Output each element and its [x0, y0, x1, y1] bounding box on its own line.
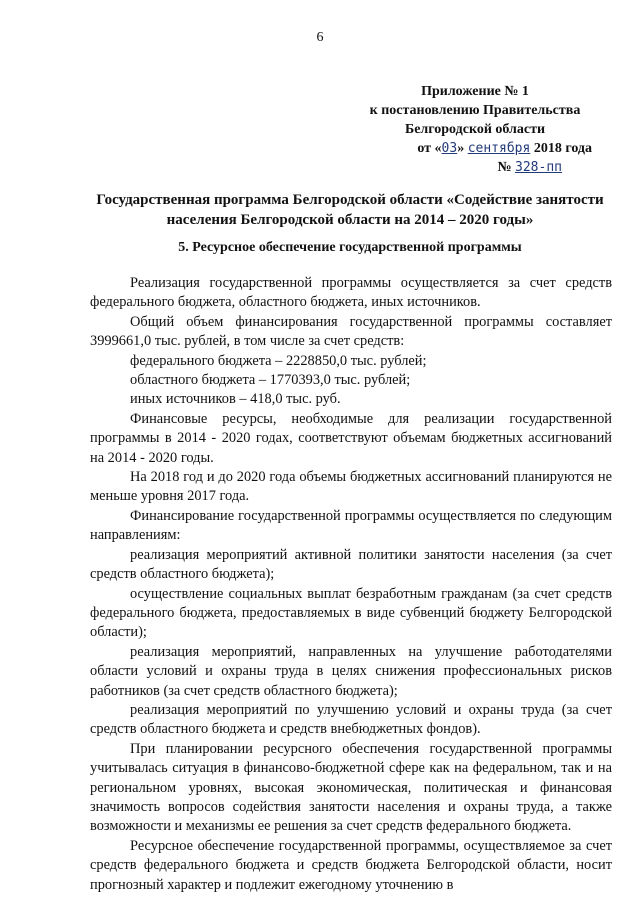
date-mid: »: [457, 141, 465, 156]
program-title: Государственная программа Белгородской области «Содействие занятости населения Белгородской области на 2014 – 2020 годы»: [96, 192, 604, 228]
direction-item: осуществление социальных выплат безработным гражданам (за счет средств федерального бюджета, предоставляемых в виде субвенций бюджету Белгородской области);: [90, 585, 612, 641]
body-text: [90, 274, 612, 895]
date-month: сентября: [467, 141, 531, 156]
section-title: 5. Ресурсное обеспечение государственной программы: [178, 240, 522, 255]
funding-item: иных источников – 418,0 тыс. руб.: [130, 391, 341, 408]
appendix-date: [340, 139, 610, 158]
number-value: 328-пп: [515, 160, 562, 175]
paragraph: При планировании ресурсного обеспечения государственной программы учитывалась ситуация в финансово-бюджетной сфере как на федеральном, так и на региональном уровнях, высокая экономическая, политическая и финансовая значимость вопросов содействия занятости населения и охраны труда, а также возможности и механизмы ее решения за счет средств федерального бюджета.: [90, 740, 612, 835]
funding-item: областного бюджета – 1770393,0 тыс. рублей;: [130, 372, 411, 389]
paragraph: Реализация государственной программы осуществляется за счет средств федерального бюджета, областного бюджета, иных источников.: [90, 275, 612, 311]
appendix-title: Приложение № 1: [421, 84, 529, 99]
paragraph: Финансовые ресурсы, необходимые для реализации государственной программы в 2014 - 2020 годах, соответствуют объемам бюджетных ассигнований на 2014 - 2020 годы.: [90, 410, 612, 466]
date-prefix: от «: [417, 141, 442, 156]
number-prefix: №: [497, 160, 512, 175]
direction-item: реализация мероприятий активной политики занятости населения (за счет средств областного бюджета);: [90, 546, 612, 583]
paragraph: Ресурсное обеспечение государственной программы, осуществляемое за счет средств федерального бюджета и средств бюджета Белгородской области, носит прогнозный характер и подлежит ежегодному уточнению в: [90, 837, 612, 893]
paragraph: Финансирование государственной программы осуществляется по следующим направлениям:: [90, 507, 612, 544]
date-day: 03: [441, 141, 458, 156]
appendix-number: [340, 158, 610, 177]
date-year: 2018 года: [533, 141, 592, 156]
direction-item: реализация мероприятий по улучшению условий и охраны труда (за счет средств областного бюджета и средств внебюджетных фондов).: [90, 701, 612, 738]
page-number: 6: [316, 30, 324, 45]
paragraph: На 2018 год и до 2020 года объемы бюджетных ассигнований планируются не меньше уровня 2017 года.: [90, 469, 612, 505]
appendix-header: [340, 82, 610, 177]
direction-item: реализация мероприятий, направленных на улучшение работодателями области условий и охраны труда в целях снижения профессиональных рисков работников (за счет средств областного бюджета);: [90, 643, 612, 699]
appendix-resolution: к постановлению Правительства: [369, 103, 581, 118]
appendix-region: Белгородской области: [404, 122, 546, 137]
funding-item: федерального бюджета – 2228850,0 тыс. рублей;: [130, 352, 427, 369]
paragraph: Общий объем финансирования государственной программы составляет 3999661,0 тыс. рублей, в том числе за счет средств:: [90, 313, 612, 350]
